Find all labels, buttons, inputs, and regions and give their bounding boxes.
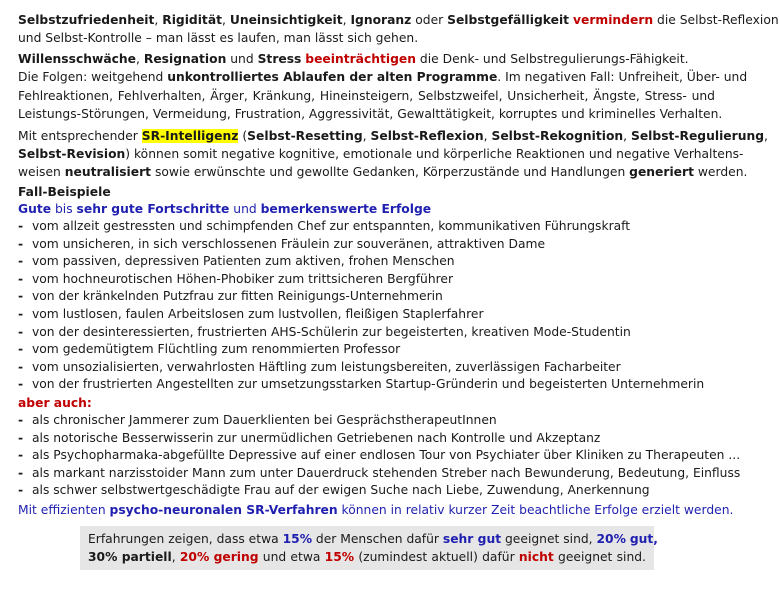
list-dash: - (18, 236, 24, 251)
term-selbst-regulierung: Selbst-Regulierung (630, 129, 765, 143)
list-item-text: als markant narzisstoider Mann zum unter Dauerdruck stehenden Streber nach Bewunderung, Bedeutung, Einfluss (32, 465, 741, 480)
text: und etwa (258, 550, 325, 564)
text: und (226, 52, 258, 66)
cases-heading: Fall-Beispiele (18, 185, 111, 199)
term-selbst-revision: Selbst-Revision (18, 147, 126, 161)
list-item-text: vom hochneurotischen Höhen-Phobiker zum trittsicheren Bergführer (32, 271, 454, 286)
term-selbst-reflexion: Selbst-Reflexion (370, 129, 484, 143)
text: ( (238, 129, 248, 143)
footer-box (80, 526, 658, 570)
term-sehr-gut: sehr gut (442, 532, 502, 546)
closing-line (18, 502, 733, 519)
term-generiert: generiert (629, 165, 694, 179)
list-item (18, 412, 497, 429)
list-dash: - (18, 465, 24, 480)
sep: , (171, 550, 180, 564)
list-item (18, 306, 484, 323)
term-rigiditaet: Rigidität (162, 13, 222, 27)
text: sehr gute Fortschritte (76, 202, 230, 216)
sep: , (764, 129, 768, 143)
list-item (18, 324, 631, 341)
but-heading: aber auch: (18, 396, 92, 410)
text: Die Folgen: weitgehend (18, 70, 168, 84)
list-item (18, 376, 704, 393)
text: bis (51, 202, 77, 216)
text: werden. (693, 165, 748, 179)
list-dash: - (18, 448, 24, 463)
list-item (18, 271, 453, 288)
term-ignoranz: Ignoranz (350, 13, 412, 27)
intro-line-1 (18, 12, 779, 29)
text: Mit effizienten (18, 503, 110, 517)
list-item-text: von der kränkelnden Putzfrau zur fitten Reinigungs-Unternehmerin (32, 289, 443, 304)
list-item (18, 359, 621, 376)
footer-line-1 (88, 531, 658, 548)
term-resignation: Resignation (143, 52, 227, 66)
list-item (18, 341, 400, 358)
list-item-text: von der desinteressierten, frustrierten AHS-Schülerin zur begeisterten, kreativen Mode-Studentin (32, 324, 631, 339)
footer-line-2 (88, 549, 646, 566)
intro-line-6: Leistungs-Störungen, Vermeidung, Frustration, Aggressivität, Gewalttätigkeit, korruptes und kriminelles Verhalten. (18, 107, 723, 121)
text: weisen (18, 165, 65, 179)
list-item (18, 253, 455, 270)
list-item-text: als notorische Besserwisserin zur unermüdlichen Getriebenen nach Kontrolle und Akzeptanz (32, 430, 601, 445)
text: und (229, 202, 261, 216)
list-item (18, 430, 600, 447)
term-sr-intelligenz: SR-Intelligenz (141, 129, 239, 143)
list-item-text: vom lustlosen, faulen Arbeitslosen zum lustvollen, fleißigen Staplerfahrer (32, 307, 484, 321)
list-item (18, 288, 443, 305)
term-psycho-neuronalen: psycho-neuronalen SR-Verfahren (109, 503, 338, 517)
text: Mit entsprechender (18, 129, 142, 143)
list-dash: - (18, 324, 24, 339)
sr-line-3 (18, 164, 748, 181)
list-dash: - (18, 271, 24, 286)
sep: , (222, 13, 230, 27)
sr-line-1 (18, 128, 768, 145)
list-dash: - (18, 377, 24, 392)
list-item-text: als Psychopharmaka-abgefüllte Depressive auf einer endlosen Tour von Psychiater über Kliniken zu Therapeuten ... (32, 448, 741, 463)
term-gut: gut (629, 532, 654, 546)
intro-line-5: Fehlreaktionen, Fehlverhalten, Ärger, Kränkung, Hineinsteigern, Selbstzweifel, Unsicherheit, Ängste, Stress- und (18, 89, 715, 103)
list-dash: - (18, 307, 24, 321)
list-item-text: vom unsozialisierten, verwahrlosten Häftling zum leistungsbereiten, zuverlässigen Facharbeiter (32, 359, 621, 374)
text: . Im negativen Fall: Unfreiheit, Über- und (497, 70, 748, 84)
list-item (18, 236, 545, 253)
term-unkontrolliertes: unkontrolliertes Ablaufen der alten Programme (167, 70, 498, 84)
list-item-text: vom unsicheren, in sich verschlossenen Fräulein zur souveränen, attraktiven Dame (32, 236, 546, 251)
text: geeignet sind. (553, 550, 646, 564)
term-selbstzufriedenheit: Selbstzufriedenheit (18, 13, 155, 27)
pct-20-gut: 20% (596, 532, 626, 546)
list-item-text: vom passiven, depressiven Patienten zum aktiven, frohen Menschen (32, 254, 455, 269)
text: können in relativ kurzer Zeit beachtliche Erfolge erzielt werden. (337, 503, 734, 517)
term-selbst-resetting: Selbst-Resetting (247, 129, 363, 143)
list-item-text: von der frustrierten Angestellten zur umsetzungsstarken Startup-Gründerin und begeisterten Unternehmerin (32, 377, 705, 392)
text: ) können somit negative kognitive, emotionale und körperliche Reaktionen und negative Verhaltens- (125, 147, 744, 161)
list-item-text: vom gedemütigtem Flüchtling zum renommierten Professor (32, 342, 401, 357)
list-dash: - (18, 289, 24, 304)
text: die Denk- und Selbstregulierungs-Fähigkeit. (416, 52, 689, 66)
sep: , (623, 129, 631, 143)
pct-15-nicht: 15% (324, 550, 355, 564)
list-dash: - (18, 430, 24, 445)
list-dash: - (18, 254, 24, 269)
list-dash: - (18, 413, 24, 427)
intro-line-3 (18, 51, 689, 68)
text: geeignet sind, (501, 532, 597, 546)
text: sowie erwünschte und gewollte Gedanken, Körperzustände und Handlungen (151, 165, 630, 179)
term-neutralisiert: neutralisiert (64, 165, 152, 179)
intro-line-4 (18, 69, 748, 86)
sep: , (154, 13, 163, 27)
term-selbst-rekognition: Selbst-Rekognition (491, 129, 624, 143)
term-nicht: nicht (518, 550, 554, 564)
term-selbstgefaelligkeit: Selbstgefälligkeit (447, 13, 570, 27)
text: bemerkenswerte Erfolge (260, 202, 432, 216)
term-partiell: partiell (121, 550, 172, 564)
sep: , (136, 52, 144, 66)
list-item (18, 447, 740, 464)
term-vermindern: vermindern (572, 13, 654, 27)
sep: , (653, 532, 658, 546)
text: Gute (18, 202, 52, 216)
pct-30-partiell: 30% (88, 550, 118, 564)
text: der Menschen dafür (312, 532, 443, 546)
text: die Selbst-Reflexion (653, 13, 779, 27)
intro-line-2: und Selbst-Kontrolle – man lässt es laufen, man lässt sich gehen. (18, 31, 419, 45)
term-willensschwaeche: Willensschwäche (18, 52, 137, 66)
sep: , (362, 129, 371, 143)
text: Erfahrungen zeigen, dass etwa (88, 532, 283, 546)
term-stress: Stress (257, 52, 302, 66)
text: oder (411, 13, 448, 27)
term-uneinsichtigkeit: Uneinsichtigkeit (229, 13, 343, 27)
list-dash: - (18, 219, 24, 233)
text: (zumindest aktuell) dafür (354, 550, 519, 564)
list-item-text: vom allzeit gestressten und schimpfenden Chef zur entspannten, kommunikativen Führungskraft (32, 219, 631, 233)
list-item (18, 465, 740, 482)
term-gering: gering (213, 550, 259, 564)
pct-15-sehr-gut: 15% (282, 532, 313, 546)
list-dash: - (18, 342, 24, 357)
list-item (18, 482, 650, 499)
list-item (18, 218, 630, 235)
sep: , (342, 13, 351, 27)
sr-line-2 (18, 146, 744, 163)
sep: , (483, 129, 492, 143)
good-heading (18, 201, 431, 218)
list-item-text: als chronischer Jammerer zum Dauerklienten bei GesprächstherapeutInnen (32, 413, 497, 427)
pct-20-gering: 20% (179, 550, 210, 564)
list-item-text: als schwer selbstwertgeschädigte Frau auf der ewigen Suche nach Liebe, Zuwendung, Anerkennung (32, 483, 650, 498)
list-dash: - (18, 483, 24, 498)
list-dash: - (18, 359, 24, 374)
term-beeintraechtigen: beeinträchtigen (305, 52, 417, 66)
